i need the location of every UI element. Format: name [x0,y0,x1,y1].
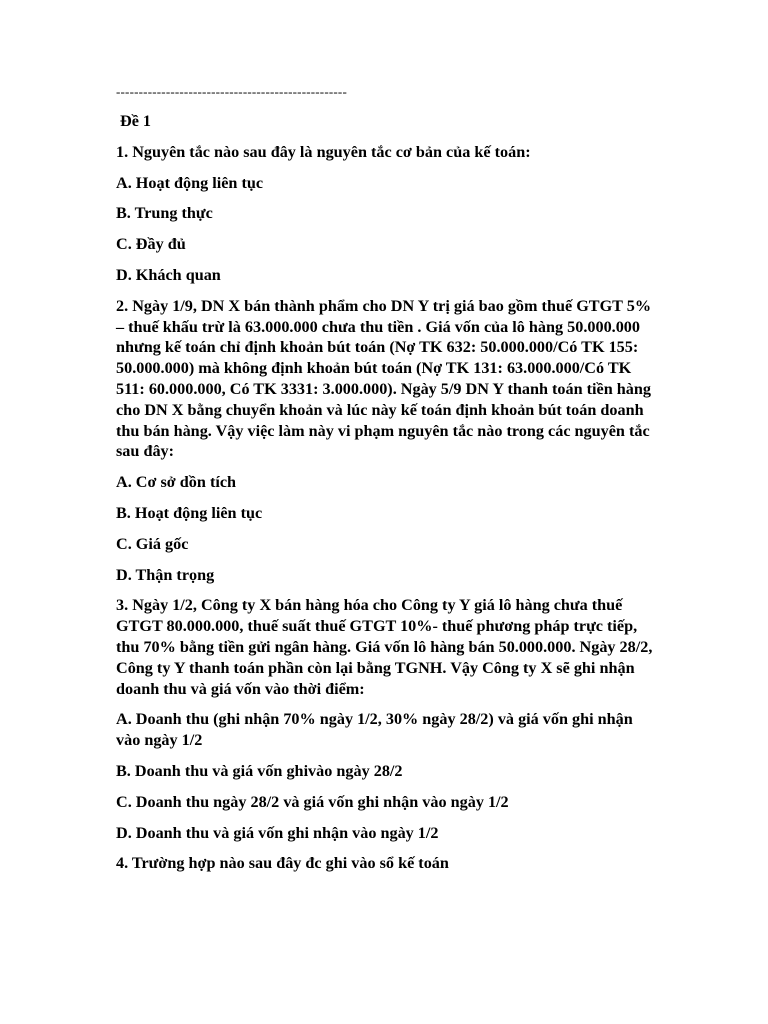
q3-option-c: C. Doanh thu ngày 28/2 và giá vốn ghi nhận vào ngày 1/2 [116,792,509,811]
q3-option-a: A. Doanh thu (ghi nhận 70% ngày 1/2, 30% ngày 28/2) và giá vốn ghi nhận vào ngày 1/2 [116,710,633,750]
q2-option-c: C. Giá gốc [116,534,189,553]
document-page [116,84,656,884]
question-4: 4. Trường hợp nào sau đây đc ghi vào sổ kế toán [116,854,449,873]
exam-title: Đề 1 [120,112,152,130]
q1-option-c: C. Đầy đủ [116,235,186,254]
q1-option-d: D. Khách quan [116,265,221,284]
question-1: 1. Nguyên tắc nào sau đây là nguyên tắc cơ bản của kế toán: [116,142,531,161]
q2-option-a: A. Cơ sở dồn tích [116,473,237,492]
q2-option-b: B. Hoạt động liên tục [116,503,263,522]
q2-option-d: D. Thận trọng [116,565,215,584]
q1-option-a: A. Hoạt động liên tục [116,173,264,192]
q3-option-b: B. Doanh thu và giá vốn ghivào ngày 28/2 [116,761,403,780]
q1-option-b: B. Trung thực [116,204,213,223]
question-2: 2. Ngày 1/9, DN X bán thành phẩm cho DN Y trị giá bao gồm thuế GTGT 5% – thuế khấu trừ là 63.000.000 chưa thu tiền . Giá vốn của lô hàng 50.000.000 nhưng kế toán chỉ định khoản bút toán (Nợ TK 632: 50.000.000/Có TK 155: 50.000.000) mà không định khoản bút toán (Nợ TK 131: 63.000.000/Có TK 511: 60.000.000, Có TK 3331: 3.000.000). Ngày 5/9 DN Y thanh toán tiền hàng cho DN X bằng chuyển khoản và lúc này kế toán định khoản bút toán doanh thu bán hàng. Vậy việc làm này vi phạm nguyên tắc nào trong các nguyên tắc sau đây: [116,296,652,461]
question-3: 3. Ngày 1/2, Công ty X bán hàng hóa cho Công ty Y giá lô hàng chưa thuế GTGT 80.000.000, thuế suất thuế GTGT 10%- thuế phương pháp trực tiếp, thu 70% bằng tiền gửi ngân hàng. Giá vốn lô hàng bán 50.000.000. Ngày 28/2, Công ty Y thanh toán phần còn lại bằng TGNH. Vậy Công ty X sẽ ghi nhận doanh thu và giá vốn vào thời điểm: [116,596,653,698]
q3-option-d: D. Doanh thu và giá vốn ghi nhận vào ngày 1/2 [116,823,439,842]
separator-line: --------------------------------------------------- [116,84,347,99]
